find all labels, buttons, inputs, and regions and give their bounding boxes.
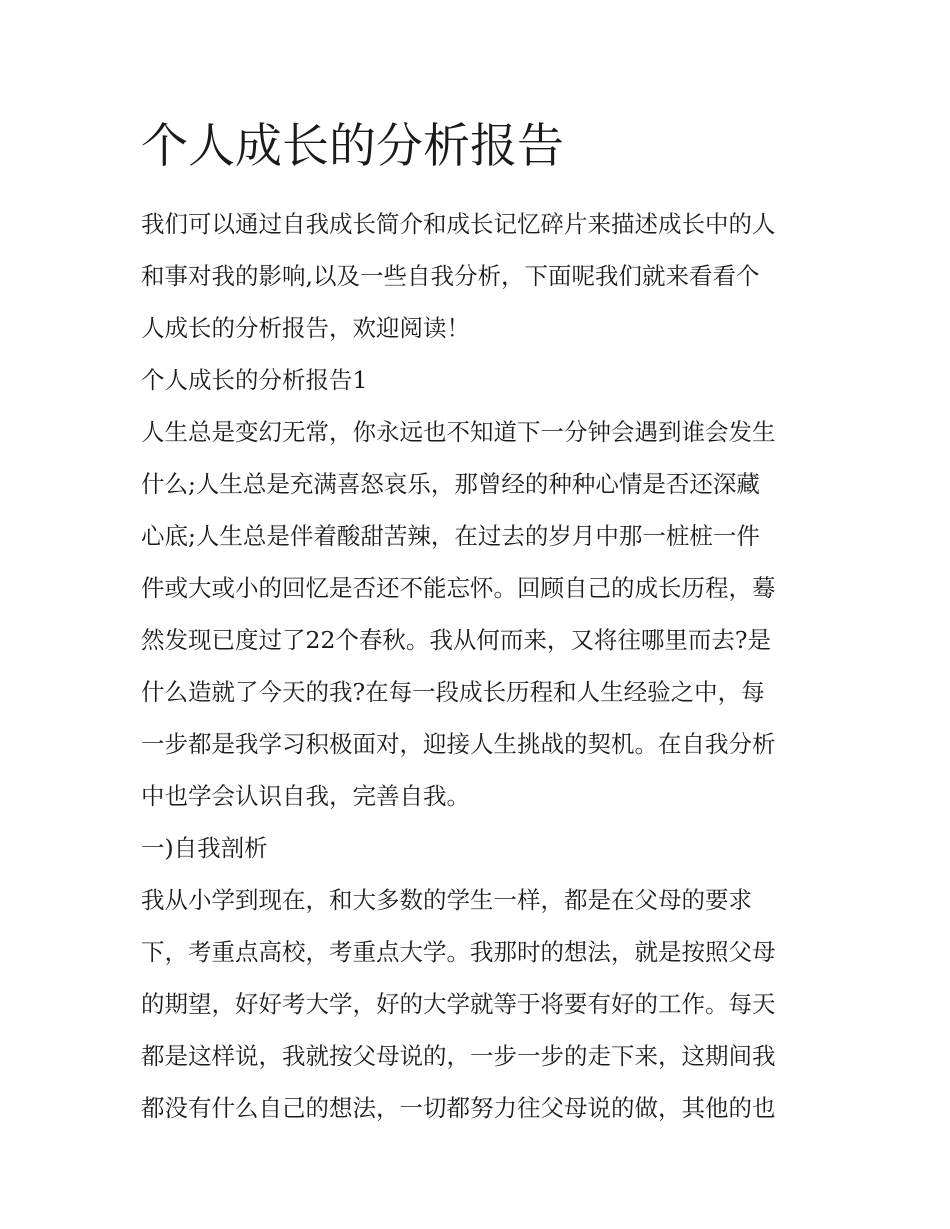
subsection-heading: 一)自我剖析 xyxy=(141,834,268,862)
document-body xyxy=(141,112,813,1134)
text-line: 中也学会认识自我，完善自我。 xyxy=(141,782,470,810)
text-line: 都没有什么自己的想法，一切都努力往父母说的做，其他的也 xyxy=(141,1094,776,1122)
text-line: 心底;人生总是伴着酸甜苦辣，在过去的岁月中那一桩桩一件 xyxy=(141,522,760,550)
text-line: 件或大或小的回忆是否还不能忘怀。回顾自己的成长历程，蓦 xyxy=(141,574,776,602)
text-line: 什么;人生总是充满喜怒哀乐，那曾经的种种心情是否还深藏 xyxy=(141,470,760,498)
text-line: 人生总是变幻无常，你永远也不知道下一分钟会遇到谁会发生 xyxy=(141,418,776,446)
text-line: 我从小学到现在，和大多数的学生一样，都是在父母的要求 xyxy=(141,886,752,914)
text-line: 和事对我的影响,以及一些自我分析，下面呢我们就来看看个 xyxy=(141,262,760,290)
intro-paragraph xyxy=(141,198,813,354)
section-heading: 个人成长的分析报告1 xyxy=(141,366,368,394)
text-line: 然发现已度过了22个春秋。我从何而来，又将往哪里而去?是 xyxy=(141,626,772,654)
document-title: 个人成长的分析报告 xyxy=(141,119,564,174)
text-line: 人成长的分析报告，欢迎阅读！ xyxy=(141,314,470,342)
text-line: 一步都是我学习积极面对，迎接人生挑战的契机。在自我分析 xyxy=(141,730,776,758)
text-line: 什么造就了今天的我?在每一段成长历程和人生经验之中，每 xyxy=(141,678,765,706)
text-line: 的期望，好好考大学，好的大学就等于将要有好的工作。每天 xyxy=(141,990,776,1018)
section-paragraph xyxy=(141,406,813,822)
text-line: 下，考重点高校，考重点大学。我那时的想法，就是按照父母 xyxy=(141,938,776,966)
text-line: 我们可以通过自我成长简介和成长记忆碎片来描述成长中的人 xyxy=(141,210,776,238)
text-line: 都是这样说，我就按父母说的，一步一步的走下来，这期间我 xyxy=(141,1042,776,1070)
subsection-paragraph xyxy=(141,874,813,1134)
